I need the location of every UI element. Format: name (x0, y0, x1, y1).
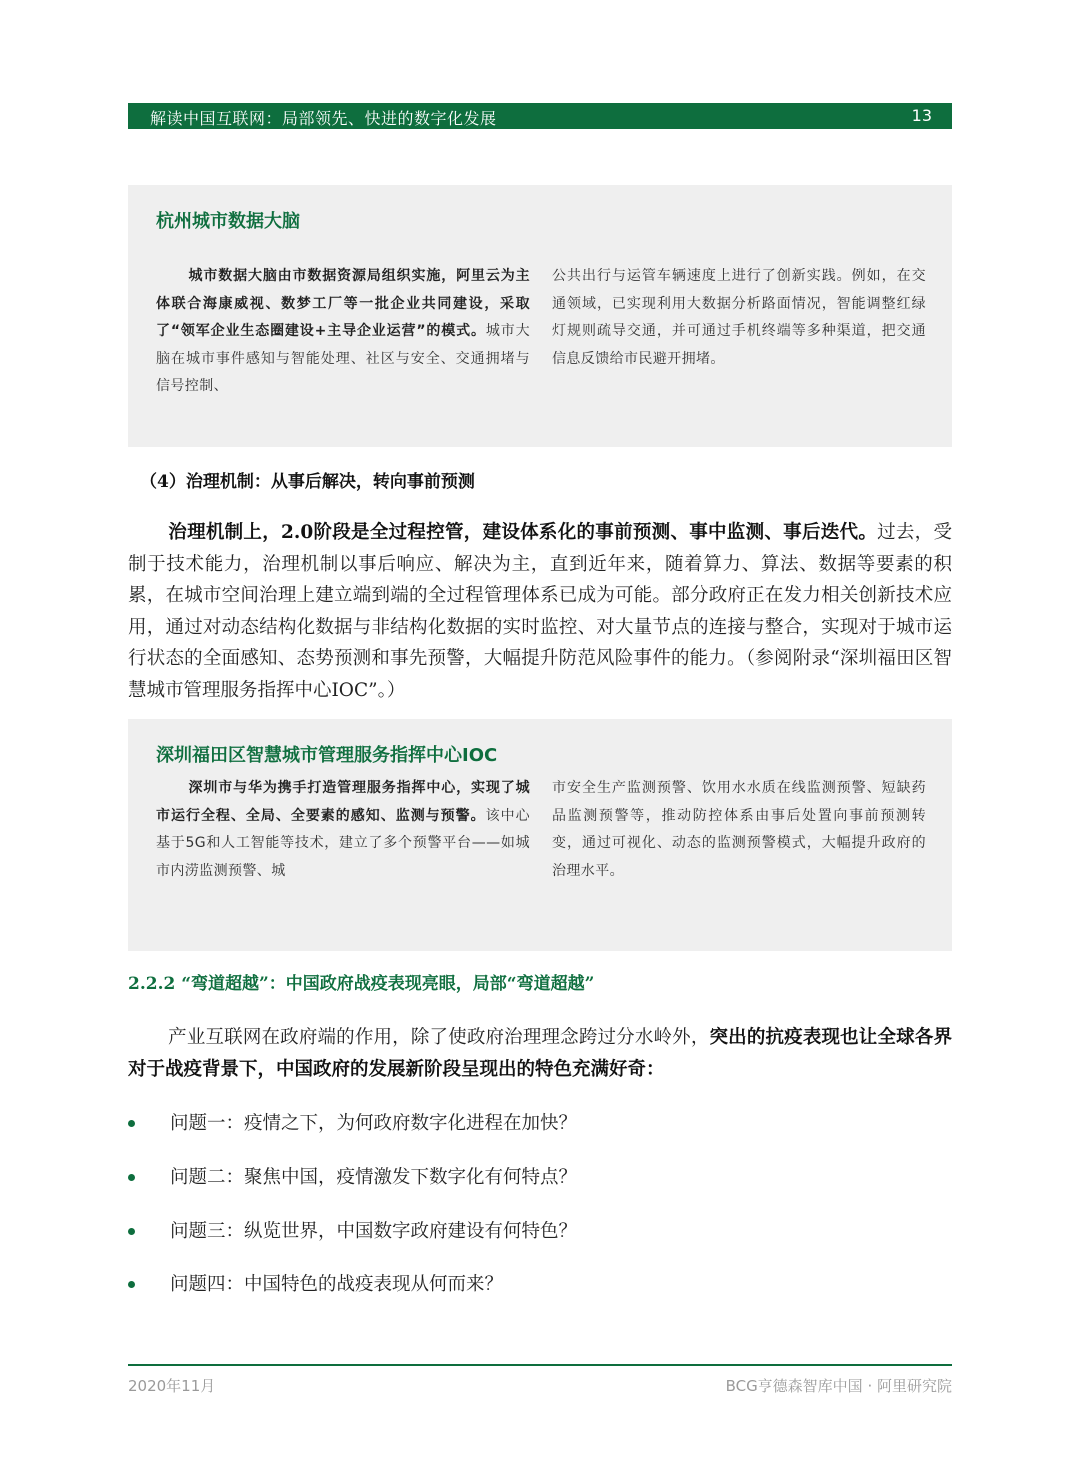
case-box-col-right (552, 263, 926, 373)
section-heading-2-2-2: 2.2.2 “弯道超越”：中国政府战疫表现亮眼，局部“弯道超越” (128, 974, 595, 994)
bullet-dot-icon (128, 1228, 135, 1235)
paragraph-text: 产业互联网在政府端的作用，除了使政府治理理念跨过分水岭外， (168, 1027, 710, 1048)
page-header-bar (128, 103, 952, 129)
case-box-text: 市安全生产监测预警、饮用水水质在线监测预警、短缺药品监测预警等，推动防控体系由事后处置向事前预测转变，通过可视化、动态的监测预警模式，大幅提升政府的治理水平。 (552, 780, 926, 879)
paragraph-intro (128, 1022, 952, 1085)
footer-date: 2020年11月 (128, 1377, 216, 1395)
footer-divider (128, 1364, 952, 1366)
bullet-dot-icon (128, 1174, 135, 1181)
case-box-bold-text: 城市数据大脑由市数据资源局组织实施，阿里云为主体联合海康威视、数梦工厂等一批企业共同建设，采取了“领军企业生态圈建设+主导企业运营”的模式。 (156, 268, 530, 339)
section-heading-governance: （4）治理机制：从事后解决，转向事前预测 (140, 472, 475, 492)
case-box-hangzhou (128, 185, 952, 447)
case-box-title: 深圳福田区智慧城市管理服务指挥中心IOC (156, 745, 498, 766)
bullet-dot-icon (128, 1281, 135, 1288)
case-box-text: 公共出行与运管车辆速度上进行了创新实践。例如，在交通领域，已实现利用大数据分析路面情况，智能调整红绿灯规则疏导交通，并可通过手机终端等多种渠道，把交通信息反馈给市民避开拥堵。 (552, 268, 926, 367)
case-box-col-left (156, 263, 530, 401)
case-box-text: 城市大脑在城市事件感知与智能处理、社区与安全、交通拥堵与信号控制、 (156, 323, 530, 394)
question-text: 问题三：纵览世界，中国数字政府建设有何特色？ (170, 1221, 578, 1242)
paragraph-text: 过去，受制于技术能力，治理机制以事后响应、解决为主，直到近年来，随着算力、算法、数据等要素的积累，在城市空间治理上建立端到端的全过程管理体系已成为可能。部分政府正在发力相关创新技术应用，通过对动态结构化数据与非结构化数据的实时监控、对大量节点的连接与整合，实现对于城市运行状态的全面感知、态势预测和事先预警，大幅提升防范风险事件的能力。（参阅附录“深圳福田区智慧城市管理服务指挥中心IOC”。） (128, 522, 952, 701)
case-box-col-right (552, 775, 926, 885)
case-box-text: 该中心基于5G和人工智能等技术，建立了多个预警平台——如城市内涝监测预警、城 (156, 807, 530, 879)
case-box-col-left (156, 775, 530, 885)
paragraph-bold-text: 突出的抗疫表现也让全球各界对于战疫背景下，中国政府的发展新阶段呈现出的特色充满好奇： (128, 1027, 952, 1080)
header-title: 解读中国互联网：局部领先、快进的数字化发展 (150, 109, 497, 128)
question-text: 问题四：中国特色的战疫表现从何而来？ (170, 1274, 504, 1295)
case-box-title: 杭州城市数据大脑 (156, 211, 300, 232)
footer-organization: BCG亨德森智库中国 · 阿里研究院 (725, 1377, 952, 1395)
page-number: 13 (911, 106, 932, 125)
case-box-shenzhen (128, 719, 952, 951)
bullet-dot-icon (128, 1120, 135, 1127)
case-box-bold-text: 深圳市与华为携手打造管理服务指挥中心，实现了城市运行全程、全局、全要素的感知、监测与预警。 (156, 780, 530, 824)
paragraph-bold-text: 治理机制上，2.0阶段是全过程控管，建设体系化的事前预测、事中监测、事后迭代。 (168, 522, 878, 543)
question-text: 问题一：疫情之下，为何政府数字化进程在加快？ (170, 1113, 578, 1134)
question-text: 问题二：聚焦中国，疫情激发下数字化有何特点？ (170, 1167, 578, 1188)
paragraph-governance (128, 517, 952, 706)
